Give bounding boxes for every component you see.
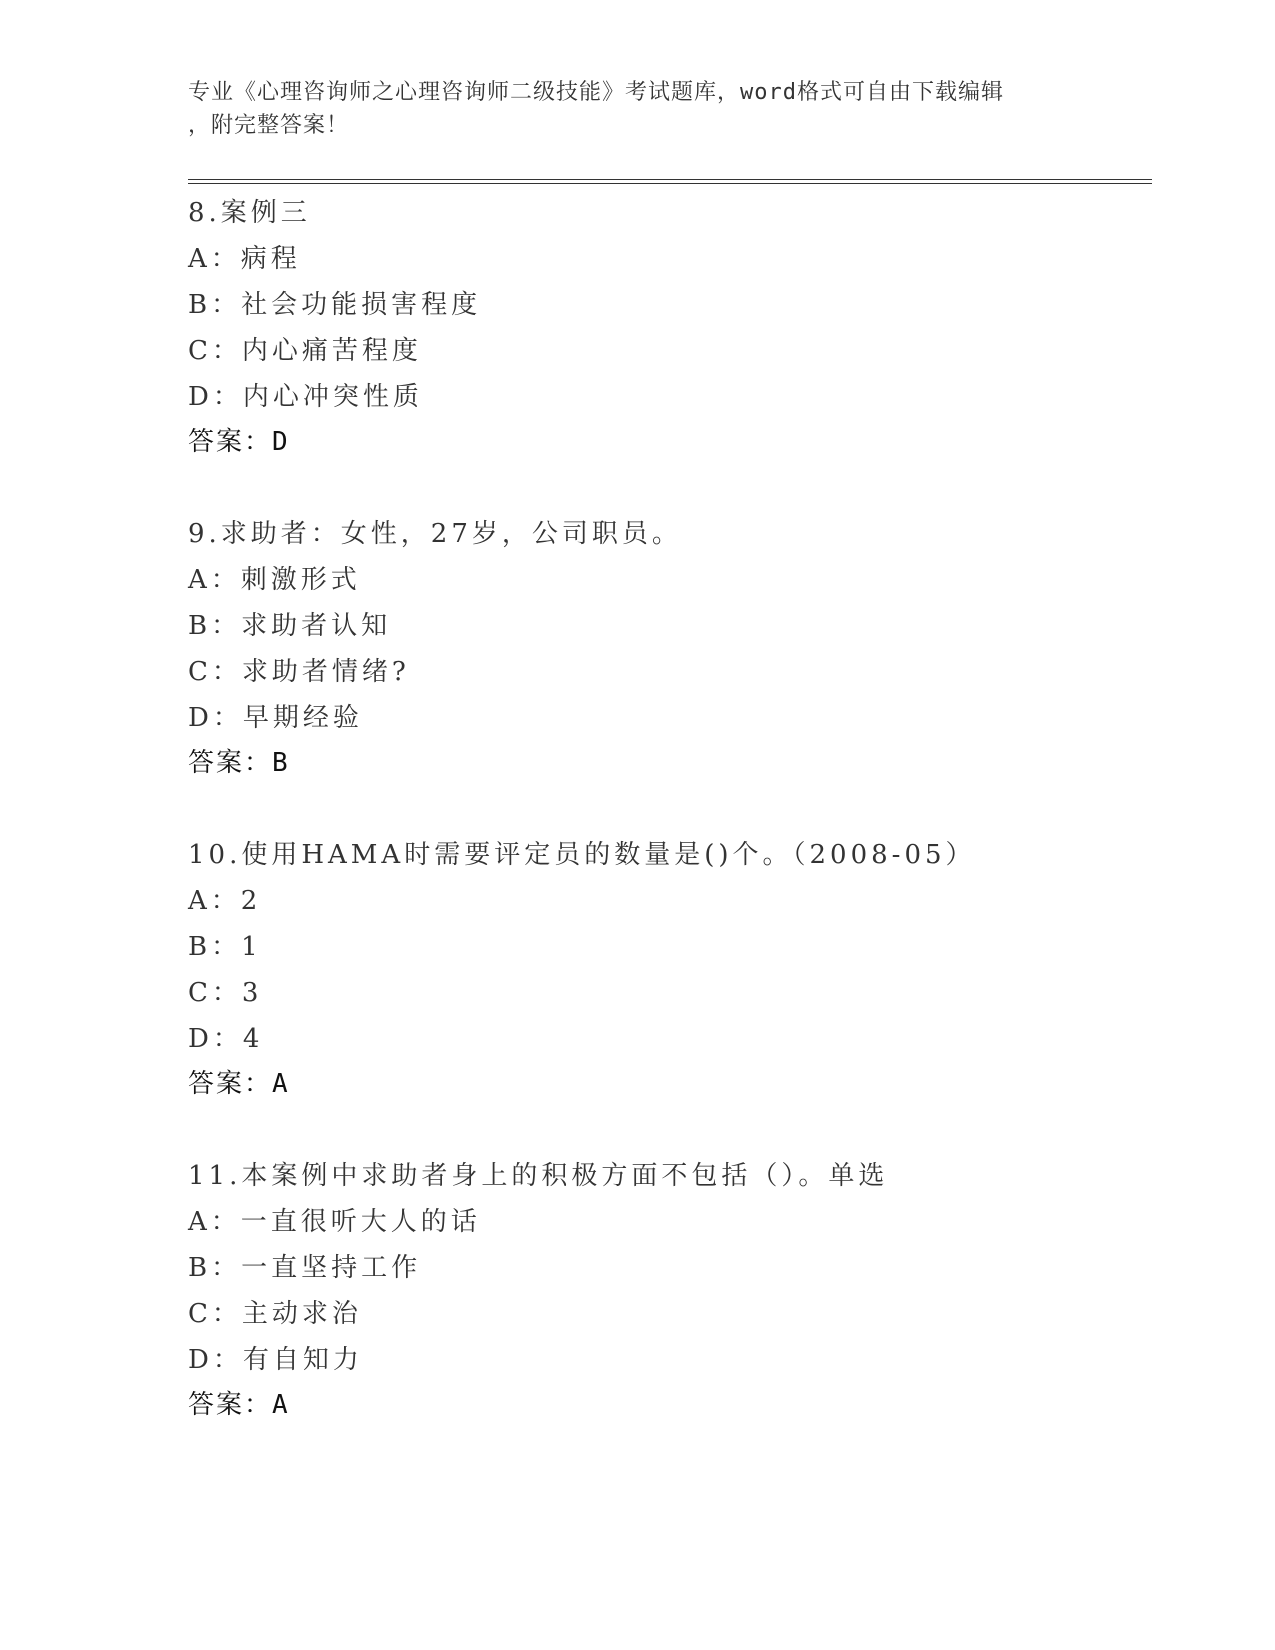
option-a: A：病程 — [188, 244, 301, 274]
answer-text: 答案：A — [188, 1390, 290, 1420]
question-item — [188, 190, 1148, 464]
answer-text: 答案：D — [188, 427, 290, 457]
question-item — [188, 511, 1148, 785]
option-c: C：内心痛苦程度 — [188, 336, 422, 366]
option-a: A：2 — [188, 886, 262, 916]
answer-text: 答案：A — [188, 1069, 290, 1099]
header-line-1: 专业《心理咨询师之心理咨询师二级技能》考试题库，word格式可自由下载编辑 — [188, 80, 1004, 105]
header-line-2: ，附完整答案！ — [188, 113, 350, 138]
question-list — [188, 190, 1148, 1474]
question-text: 11.本案例中求助者身上的积极方面不包括（）。单选 — [188, 1161, 889, 1191]
question-text: 8.案例三 — [188, 198, 311, 228]
option-d: D：早期经验 — [188, 703, 363, 733]
option-d: D：内心冲突性质 — [188, 382, 423, 412]
question-text: 10.使用HAMA时需要评定员的数量是()个。（2008-05） — [188, 840, 976, 870]
question-text: 9.求助者：女性，27岁，公司职员。 — [188, 519, 682, 549]
option-b: B：1 — [188, 932, 262, 962]
option-a: A：刺激形式 — [188, 565, 361, 595]
option-c: C：求助者情绪? — [188, 657, 410, 687]
answer-text: 答案：B — [188, 748, 290, 778]
question-item — [188, 832, 1148, 1106]
document-header — [188, 76, 1088, 142]
option-c: C：3 — [188, 978, 263, 1008]
option-a: A：一直很听大人的话 — [188, 1207, 481, 1237]
header-divider-bottom — [188, 183, 1152, 184]
option-b: B：社会功能损害程度 — [188, 290, 482, 320]
option-c: C：主动求治 — [188, 1299, 362, 1329]
option-d: D：有自知力 — [188, 1345, 363, 1375]
question-item — [188, 1153, 1148, 1427]
header-divider-top — [188, 179, 1152, 180]
option-b: B：求助者认知 — [188, 611, 392, 641]
option-d: D：4 — [188, 1024, 264, 1054]
option-b: B：一直坚持工作 — [188, 1253, 422, 1283]
